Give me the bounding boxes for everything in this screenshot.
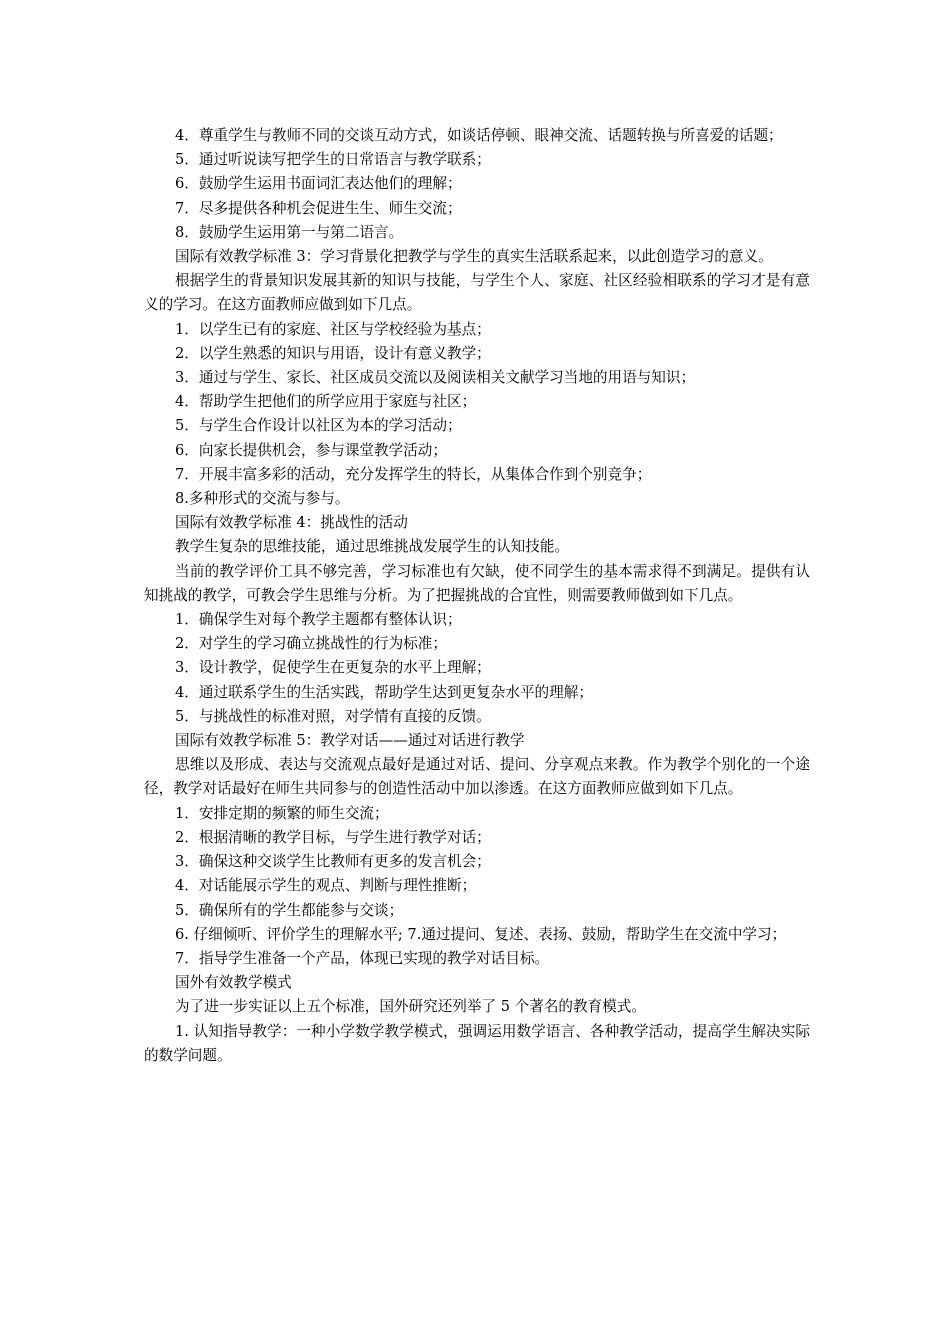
paragraph: 5．通过听说读写把学生的日常语言与教学联系； — [175, 151, 491, 169]
paragraph: 1．确保学生对每个教学主题都有整体认识； — [175, 611, 462, 629]
paragraph: 4．帮助学生把他们的所学应用于家庭与社区； — [175, 393, 477, 411]
paragraph: 2．对学生的学习确立挑战性的行为标准； — [175, 635, 447, 653]
section-heading: 国际有效教学标准 5：教学对话——通过对话进行教学 — [175, 732, 525, 750]
paragraph: 4．尊重学生与教师不同的交谈互动方式，如谈话停顿、眼神交流、话题转换与所喜爱的话题； — [175, 127, 783, 144]
paragraph: 1. 认知指导教学：一种小学数学教学模式，强调运用数学语言、各种教学活动，提高学生解决实际的数学问题。 — [144, 1022, 810, 1064]
paragraph: 2．根据清晰的教学目标，与学生进行教学对话； — [175, 828, 491, 846]
paragraph: 5．确保所有的学生都能参与交谈； — [175, 901, 404, 919]
paragraph: 教学生复杂的思维技能，通过思维挑战发展学生的认知技能。 — [175, 538, 570, 556]
paragraph: 5．与学生合作设计以社区为本的学习活动； — [175, 417, 462, 435]
paragraph: 4．通过联系学生的生活实践，帮助学生达到更复杂水平的理解； — [175, 683, 593, 701]
paragraph: 1．安排定期的频繁的师生交流； — [175, 804, 389, 822]
paragraph: 8.多种形式的交流与参与。 — [175, 490, 350, 508]
paragraph: 1．以学生已有的家庭、社区与学校经验为基点； — [175, 320, 491, 338]
paragraph: 当前的教学评价工具不够完善，学习标准也有欠缺，使不同学生的基本需求得不到满足。提供有认知挑战的教学，可教会学生思维与分析。为了把握挑战的合宜性，则需要教师做到如下几点。 — [144, 562, 810, 604]
paragraph: 3．确保这种交谈学生比教师有更多的发言机会； — [175, 853, 491, 871]
section-heading: 国外有效教学模式 — [175, 974, 292, 992]
paragraph: 根据学生的背景知识发展其新的知识与技能，与学生个人、家庭、社区经验相联系的学习才是有意义的学习。在这方面教师应做到如下几点。 — [144, 272, 810, 314]
paragraph: 3．设计教学，促使学生在更复杂的水平上理解； — [175, 659, 491, 677]
paragraph: 7．开展丰富多彩的活动，充分发挥学生的特长，从集体合作到个别竞争； — [175, 465, 652, 483]
paragraph: 7．指导学生准备一个产品，体现已实现的教学对话目标。 — [175, 949, 550, 967]
paragraph: 2．以学生熟悉的知识与用语，设计有意义教学； — [175, 344, 491, 362]
section-heading: 国际有效教学标准 3：学习背景化把教学与学生的真实生活联系起来，以此创造学习的意义。 — [175, 248, 773, 266]
paragraph: 4．对话能展示学生的观点、判断与理性推断； — [175, 877, 477, 895]
paragraph: 8．鼓励学生运用第一与第二语言。 — [175, 223, 404, 241]
paragraph: 6. 仔细倾听、评价学生的理解水平; 7.通过提问、复述、表扬、鼓励，帮助学生在交流中学习； — [175, 925, 787, 943]
paragraph: 6．向家长提供机会，参与课堂教学活动； — [175, 441, 447, 459]
paragraph: 为了进一步实证以上五个标准，国外研究还列举了 5 个著名的教育模式。 — [175, 998, 646, 1016]
document-body — [144, 124, 810, 1068]
paragraph: 思维以及形成、表达与交流观点最好是通过对话、提问、分享观点来教。作为教学个别化的一个途径，教学对话最好在师生共同参与的创造性活动中加以渗透。在这方面教师应做到如下几点。 — [144, 756, 810, 798]
paragraph: 7．尽多提供各种机会促进生生、师生交流； — [175, 199, 462, 217]
paragraph: 3．通过与学生、家长、社区成员交流以及阅读相关文献学习当地的用语与知识； — [175, 369, 696, 387]
section-heading: 国际有效教学标准 4：挑战性的活动 — [175, 514, 408, 532]
paragraph: 5．与挑战性的标准对照，对学情有直接的反馈。 — [175, 707, 491, 725]
paragraph: 6．鼓励学生运用书面词汇表达他们的理解； — [175, 175, 462, 193]
